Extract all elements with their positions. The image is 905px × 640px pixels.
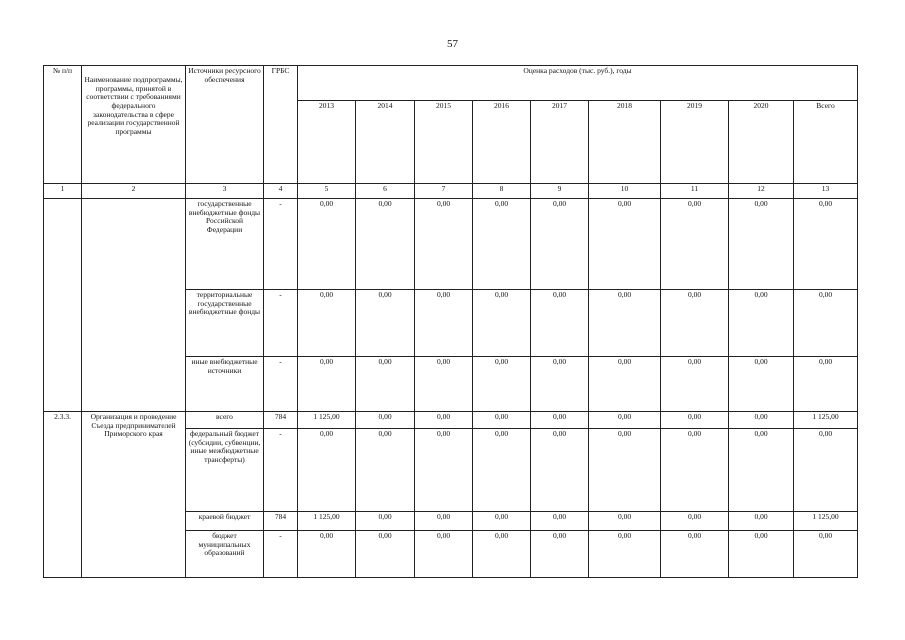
year-header: 2014 (356, 101, 415, 184)
value-cell: 0,00 (356, 412, 415, 429)
value-cell: 0,00 (661, 357, 729, 412)
value-cell: 0,00 (589, 199, 661, 290)
value-cell: 0,00 (298, 199, 356, 290)
column-number: 2 (82, 184, 186, 199)
value-cell: 0,00 (473, 290, 531, 357)
year-header: 2013 (298, 101, 356, 184)
value-cell: 0,00 (661, 531, 729, 578)
value-cell: 0,00 (415, 512, 473, 531)
value-cell: 0,00 (415, 531, 473, 578)
column-number: 13 (794, 184, 858, 199)
value-cell: 0,00 (298, 357, 356, 412)
source-cell: всего (186, 412, 264, 429)
value-cell: 0,00 (473, 429, 531, 512)
year-header: 2015 (415, 101, 473, 184)
value-cell: 0,00 (661, 199, 729, 290)
value-cell: 0,00 (729, 531, 794, 578)
header-num: № п/п (44, 66, 82, 184)
column-number: 1 (44, 184, 82, 199)
header-source: Источники ресурсного обеспечения (186, 66, 264, 184)
value-cell: 0,00 (589, 429, 661, 512)
value-cell: 0,00 (589, 357, 661, 412)
grbs-cell: 784 (264, 412, 298, 429)
source-cell: иные внебюджетные источники (186, 357, 264, 412)
value-cell: 0,00 (794, 429, 858, 512)
value-cell: 0,00 (729, 512, 794, 531)
value-cell: 0,00 (531, 512, 589, 531)
value-cell: 0,00 (589, 512, 661, 531)
table-row (44, 199, 858, 290)
value-cell: 0,00 (415, 357, 473, 412)
value-cell: 0,00 (729, 357, 794, 412)
value-cell: 0,00 (729, 412, 794, 429)
value-cell: 0,00 (531, 199, 589, 290)
value-cell: 0,00 (356, 199, 415, 290)
value-cell: 0,00 (415, 199, 473, 290)
value-cell: 0,00 (298, 531, 356, 578)
column-number: 11 (661, 184, 729, 199)
value-cell: 0,00 (729, 429, 794, 512)
value-cell: 0,00 (473, 357, 531, 412)
value-cell: 1 125,00 (794, 412, 858, 429)
value-cell: 0,00 (356, 290, 415, 357)
column-number: 5 (298, 184, 356, 199)
value-cell: 0,00 (298, 429, 356, 512)
grbs-cell: - (264, 290, 298, 357)
value-cell: 0,00 (473, 199, 531, 290)
source-cell: федеральный бюджет (субсидии, субвенции, иные межбюджетные трансферты) (186, 429, 264, 512)
value-cell: 0,00 (531, 531, 589, 578)
year-header: Всего (794, 101, 858, 184)
value-cell: 0,00 (356, 512, 415, 531)
column-numbers-row (44, 184, 858, 199)
value-cell: 0,00 (473, 412, 531, 429)
grbs-cell: - (264, 357, 298, 412)
item-name-cell: Организация и проведение Съезда предпринимателей Приморского края (82, 412, 186, 578)
item-number-cell: 2.3.3. (44, 412, 82, 578)
expense-table (43, 65, 858, 578)
value-cell: 0,00 (531, 357, 589, 412)
source-cell: государственные внебюджетные фонды Российской Федерации (186, 199, 264, 290)
year-header: 2018 (589, 101, 661, 184)
value-cell: 0,00 (794, 290, 858, 357)
item-number-cell (44, 199, 82, 412)
value-cell: 0,00 (589, 290, 661, 357)
table-row (44, 412, 858, 429)
value-cell: 0,00 (589, 412, 661, 429)
value-cell: 0,00 (356, 429, 415, 512)
column-number: 12 (729, 184, 794, 199)
value-cell: 1 125,00 (298, 412, 356, 429)
value-cell: 0,00 (661, 290, 729, 357)
column-number: 9 (531, 184, 589, 199)
value-cell: 0,00 (794, 357, 858, 412)
year-header: 2019 (661, 101, 729, 184)
column-number: 6 (356, 184, 415, 199)
value-cell: 0,00 (794, 531, 858, 578)
grbs-cell: 784 (264, 512, 298, 531)
value-cell: 0,00 (589, 531, 661, 578)
header-estimate: Оценка расходов (тыс. руб.), годы (298, 66, 858, 101)
year-header: 2017 (531, 101, 589, 184)
value-cell: 0,00 (661, 412, 729, 429)
value-cell: 0,00 (531, 429, 589, 512)
value-cell: 0,00 (531, 412, 589, 429)
value-cell: 0,00 (729, 199, 794, 290)
grbs-cell: - (264, 429, 298, 512)
source-cell: бюджет муниципальных образований (186, 531, 264, 578)
value-cell: 0,00 (356, 531, 415, 578)
column-number: 4 (264, 184, 298, 199)
value-cell: 0,00 (356, 357, 415, 412)
value-cell: 1 125,00 (794, 512, 858, 531)
column-number: 10 (589, 184, 661, 199)
header-name: Наименование подпрограммы, программы, принятой в соответствии с требованиями федерального законодательства в сфере реализации государственной программы (82, 66, 186, 184)
value-cell: 0,00 (415, 412, 473, 429)
value-cell: 1 125,00 (298, 512, 356, 531)
value-cell: 0,00 (661, 429, 729, 512)
page-number: 57 (447, 38, 458, 50)
value-cell: 0,00 (531, 290, 589, 357)
column-number: 3 (186, 184, 264, 199)
value-cell: 0,00 (473, 531, 531, 578)
header-grbs: ГРБС (264, 66, 298, 184)
column-number: 7 (415, 184, 473, 199)
column-number: 8 (473, 184, 531, 199)
year-header: 2016 (473, 101, 531, 184)
value-cell: 0,00 (298, 290, 356, 357)
year-header: 2020 (729, 101, 794, 184)
grbs-cell: - (264, 531, 298, 578)
source-cell: территориальные государственные внебюджетные фонды (186, 290, 264, 357)
item-name-cell (82, 199, 186, 412)
header-row (44, 66, 858, 101)
value-cell: 0,00 (729, 290, 794, 357)
source-cell: краевой бюджет (186, 512, 264, 531)
value-cell: 0,00 (415, 429, 473, 512)
grbs-cell: - (264, 199, 298, 290)
value-cell: 0,00 (661, 512, 729, 531)
value-cell: 0,00 (794, 199, 858, 290)
value-cell: 0,00 (473, 512, 531, 531)
value-cell: 0,00 (415, 290, 473, 357)
